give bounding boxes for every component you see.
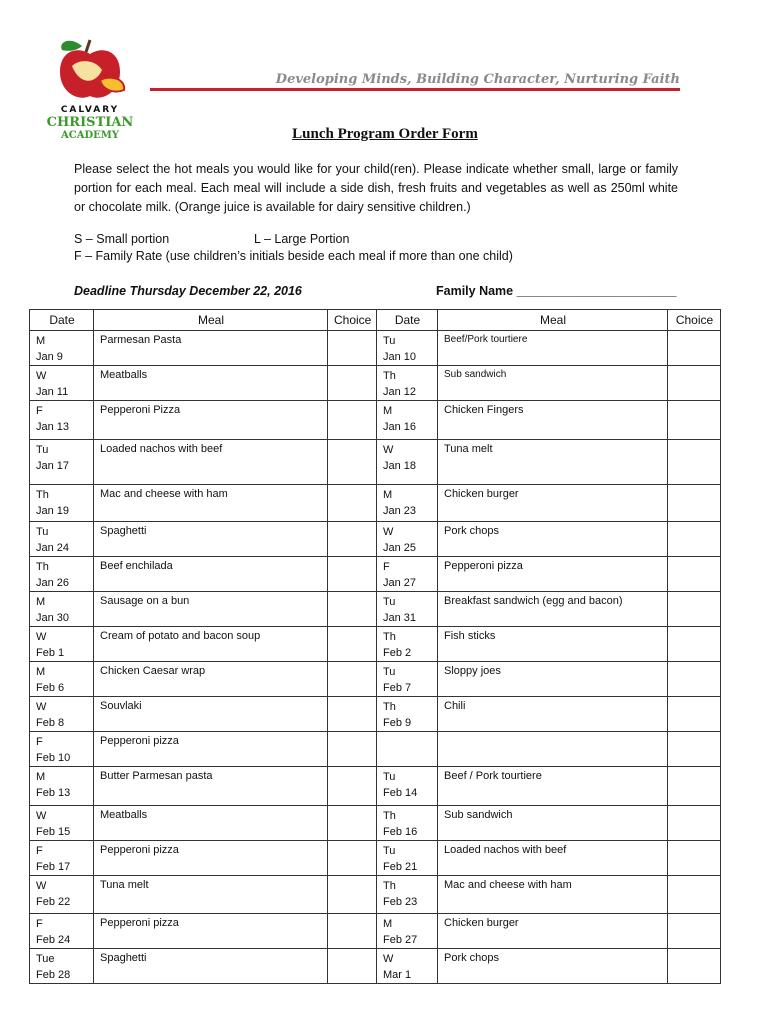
table-row [30, 876, 721, 914]
date-cell [30, 914, 94, 949]
date: Jan 16 [383, 421, 417, 433]
weekday: F [36, 736, 43, 748]
date-cell [377, 767, 438, 806]
weekday: Tu [383, 666, 396, 678]
meal-order-table [29, 309, 721, 984]
date-cell [377, 841, 438, 876]
weekday: M [36, 666, 46, 678]
table-row [30, 914, 721, 949]
choice-cell[interactable] [328, 440, 377, 485]
weekday: Tu [36, 526, 49, 538]
meal-cell [438, 732, 668, 767]
meal-cell: Loaded nachos with beef [438, 841, 668, 876]
date: Jan 25 [383, 542, 417, 554]
choice-cell[interactable] [328, 697, 377, 732]
date-cell [377, 592, 438, 627]
date-cell [377, 876, 438, 914]
weekday: M [36, 771, 46, 783]
date: Jan 23 [383, 505, 417, 517]
date-cell [377, 662, 438, 697]
meal-cell: Chicken Fingers [438, 401, 668, 440]
table-row [30, 627, 721, 662]
weekday: W [383, 953, 394, 965]
header-meal-left: Meal [94, 310, 328, 331]
date: Jan 17 [36, 460, 70, 472]
weekday: W [383, 526, 394, 538]
choice-cell[interactable] [668, 440, 721, 485]
date: Jan 9 [36, 351, 63, 363]
weekday: Th [383, 631, 396, 643]
choice-cell[interactable] [668, 557, 721, 592]
family-name-field[interactable]: Family Name _______________________ [436, 284, 677, 298]
date: Feb 1 [36, 647, 65, 659]
header-date-right: Date [377, 310, 438, 331]
date: Jan 27 [383, 577, 417, 589]
meal-cell: Beef / Pork tourtiere [438, 767, 668, 806]
date-cell [30, 841, 94, 876]
meal-cell: Pepperoni pizza [94, 841, 328, 876]
table-row [30, 485, 721, 522]
meal-cell: Fish sticks [438, 627, 668, 662]
weekday: Tu [383, 771, 396, 783]
weekday: M [383, 489, 393, 501]
weekday: W [36, 701, 47, 713]
table-row [30, 767, 721, 806]
header-rule [150, 88, 680, 91]
choice-cell[interactable] [668, 841, 721, 876]
meal-cell: Sub sandwich [438, 366, 668, 401]
table-row [30, 697, 721, 732]
meal-cell: Sausage on a bun [94, 592, 328, 627]
meal-cell: Parmesan Pasta [94, 331, 328, 366]
date: Jan 12 [383, 386, 417, 398]
date-cell [30, 732, 94, 767]
apple-leaf-icon [61, 41, 82, 51]
choice-cell[interactable] [328, 331, 377, 366]
header-choice-left: Choice [328, 310, 377, 331]
table-row [30, 662, 721, 697]
weekday: W [36, 880, 47, 892]
meal-cell: Chicken Caesar wrap [94, 662, 328, 697]
table-row [30, 732, 721, 767]
choice-cell[interactable] [328, 662, 377, 697]
date-cell [30, 485, 94, 522]
date: Feb 22 [36, 896, 71, 908]
deadline: Deadline Thursday December 22, 2016 [74, 284, 302, 298]
table-row [30, 440, 721, 485]
weekday: Th [383, 701, 396, 713]
header-meal-right: Meal [438, 310, 668, 331]
weekday: Th [383, 810, 396, 822]
table-row [30, 401, 721, 440]
date: Jan 24 [36, 542, 70, 554]
weekday: F [36, 845, 43, 857]
choice-cell[interactable] [668, 806, 721, 841]
choice-cell[interactable] [668, 522, 721, 557]
date-cell [377, 557, 438, 592]
choice-cell[interactable] [668, 331, 721, 366]
apple-stem-icon [86, 40, 90, 52]
meal-cell: Pepperoni Pizza [94, 401, 328, 440]
date: Jan 10 [383, 351, 417, 363]
date: Jan 11 [36, 386, 69, 398]
choice-cell[interactable] [328, 401, 377, 440]
meal-cell: Mac and cheese with ham [438, 876, 668, 914]
date-cell [30, 697, 94, 732]
weekday: Th [36, 561, 49, 573]
date-cell [30, 767, 94, 806]
table-row [30, 557, 721, 592]
date-cell [30, 366, 94, 401]
weekday: F [36, 405, 43, 417]
weekday: W [36, 631, 47, 643]
weekday: M [36, 335, 46, 347]
choice-cell[interactable] [328, 767, 377, 806]
date: Feb 7 [383, 682, 412, 694]
meal-cell: Breakfast sandwich (egg and bacon) [438, 592, 668, 627]
date-cell [377, 366, 438, 401]
date-cell [30, 592, 94, 627]
table-row [30, 522, 721, 557]
meal-cell: Chicken burger [438, 485, 668, 522]
date: Feb 15 [36, 826, 71, 838]
weekday: F [383, 561, 390, 573]
date: Jan 31 [383, 612, 417, 624]
meal-cell: Spaghetti [94, 522, 328, 557]
weekday: Tu [383, 845, 396, 857]
weekday: Th [383, 370, 396, 382]
legend-small: S – Small portion [74, 232, 170, 246]
date-cell [30, 662, 94, 697]
meal-cell: Sloppy joes [438, 662, 668, 697]
date: Jan 19 [36, 505, 70, 517]
choice-cell[interactable] [668, 401, 721, 440]
meal-cell: Cream of potato and bacon soup [94, 627, 328, 662]
weekday: Th [36, 489, 49, 501]
meal-cell: Sub sandwich [438, 806, 668, 841]
table-header-row [30, 310, 721, 331]
weekday: W [36, 810, 47, 822]
meal-cell: Tuna melt [94, 876, 328, 914]
meal-cell: Butter Parmesan pasta [94, 767, 328, 806]
date: Feb 24 [36, 934, 71, 946]
date-cell [377, 331, 438, 366]
svg-text:ACADEMY: ACADEMY [61, 130, 119, 141]
choice-cell[interactable] [328, 914, 377, 949]
choice-cell[interactable] [668, 592, 721, 627]
date-cell [377, 732, 438, 767]
weekday: Tu [383, 596, 396, 608]
weekday: W [383, 444, 394, 456]
date: Feb 21 [383, 861, 418, 873]
choice-cell[interactable] [668, 662, 721, 697]
date-cell [377, 697, 438, 732]
date-cell [30, 557, 94, 592]
choice-cell[interactable] [328, 949, 377, 984]
date: Jan 30 [36, 612, 70, 624]
header-choice-right: Choice [668, 310, 721, 331]
choice-cell[interactable] [328, 627, 377, 662]
form-title: Lunch Program Order Form [292, 126, 478, 142]
choice-cell[interactable] [328, 876, 377, 914]
date: Jan 13 [36, 421, 70, 433]
choice-cell[interactable] [668, 949, 721, 984]
choice-cell[interactable] [328, 841, 377, 876]
date: Feb 2 [383, 647, 412, 659]
date: Jan 26 [36, 577, 70, 589]
legend-family: F – Family Rate (use children’s initials beside each meal if more than one child) [74, 249, 513, 263]
svg-text:CALVARY: CALVARY [60, 105, 120, 115]
date: Feb 8 [36, 717, 65, 729]
meal-cell: Pepperoni pizza [438, 557, 668, 592]
weekday: M [36, 596, 46, 608]
weekday: W [36, 370, 47, 382]
portion-legend [74, 231, 513, 265]
date-cell [377, 627, 438, 662]
choice-cell[interactable] [668, 732, 721, 767]
date-cell [377, 485, 438, 522]
date: Feb 16 [383, 826, 418, 838]
weekday: M [383, 918, 393, 930]
choice-cell[interactable] [668, 366, 721, 401]
meal-cell: Meatballs [94, 806, 328, 841]
date: Jan 18 [383, 460, 417, 472]
date-cell [30, 440, 94, 485]
date: Feb 13 [36, 787, 71, 799]
meal-cell: Meatballs [94, 366, 328, 401]
choice-cell[interactable] [328, 732, 377, 767]
table-row [30, 806, 721, 841]
table-row [30, 331, 721, 366]
date-cell [30, 949, 94, 984]
table-row [30, 841, 721, 876]
intro-paragraph: Please select the hot meals you would like for your child(ren). Please indicate whether small, large or family portion for each meal. Each meal will include a side dish, fresh fruits and vegetables as well as 250ml white or chocolate milk. (Orange juice is available for dairy sensitive children.) [74, 162, 678, 214]
date: Feb 23 [383, 896, 418, 908]
date-cell [30, 876, 94, 914]
choice-cell[interactable] [668, 697, 721, 732]
date-cell [377, 914, 438, 949]
date-cell [377, 401, 438, 440]
weekday: Tu [383, 335, 396, 347]
date-cell [30, 401, 94, 440]
date-cell [30, 627, 94, 662]
choice-cell[interactable] [328, 366, 377, 401]
date-cell [30, 331, 94, 366]
date-cell [30, 806, 94, 841]
date: Feb 17 [36, 861, 71, 873]
meal-cell: Pork chops [438, 949, 668, 984]
choice-cell[interactable] [668, 485, 721, 522]
meal-cell: Pork chops [438, 522, 668, 557]
date-cell [30, 522, 94, 557]
choice-cell[interactable] [328, 522, 377, 557]
date-cell [377, 806, 438, 841]
date: Feb 10 [36, 752, 71, 764]
meal-cell: Chicken burger [438, 914, 668, 949]
meal-cell: Loaded nachos with beef [94, 440, 328, 485]
meal-cell: Chili [438, 697, 668, 732]
choice-cell[interactable] [328, 806, 377, 841]
date: Feb 27 [383, 934, 418, 946]
date: Mar 1 [383, 969, 412, 981]
meal-cell: Tuna melt [438, 440, 668, 485]
choice-cell[interactable] [668, 767, 721, 806]
school-tagline: Developing Minds, Building Character, Nurturing Faith [275, 72, 680, 87]
choice-cell[interactable] [668, 914, 721, 949]
meal-cell: Beef/Pork tourtiere [438, 331, 668, 366]
date: Feb 6 [36, 682, 65, 694]
date-cell [377, 522, 438, 557]
table-row [30, 592, 721, 627]
weekday: Th [383, 880, 396, 892]
date: Feb 9 [383, 717, 412, 729]
weekday: Tue [36, 953, 55, 965]
legend-large: L – Large Portion [254, 232, 350, 246]
meal-cell: Pepperoni pizza [94, 914, 328, 949]
date-cell [377, 440, 438, 485]
table-row [30, 366, 721, 401]
choice-cell[interactable] [668, 876, 721, 914]
weekday: M [383, 405, 393, 417]
date: Feb 14 [383, 787, 418, 799]
meal-cell: Pepperoni pizza [94, 732, 328, 767]
choice-cell[interactable] [328, 592, 377, 627]
date-cell [377, 949, 438, 984]
table-row [30, 949, 721, 984]
choice-cell[interactable] [668, 627, 721, 662]
weekday: Tu [36, 444, 49, 456]
meal-cell: Spaghetti [94, 949, 328, 984]
date: Feb 28 [36, 969, 71, 981]
choice-cell[interactable] [328, 485, 377, 522]
svg-text:CHRISTIAN: CHRISTIAN [46, 115, 134, 130]
weekday: F [36, 918, 43, 930]
choice-cell[interactable] [328, 557, 377, 592]
meal-cell: Beef enchilada [94, 557, 328, 592]
meal-cell: Souvlaki [94, 697, 328, 732]
meal-cell: Mac and cheese with ham [94, 485, 328, 522]
header-date-left: Date [30, 310, 94, 331]
